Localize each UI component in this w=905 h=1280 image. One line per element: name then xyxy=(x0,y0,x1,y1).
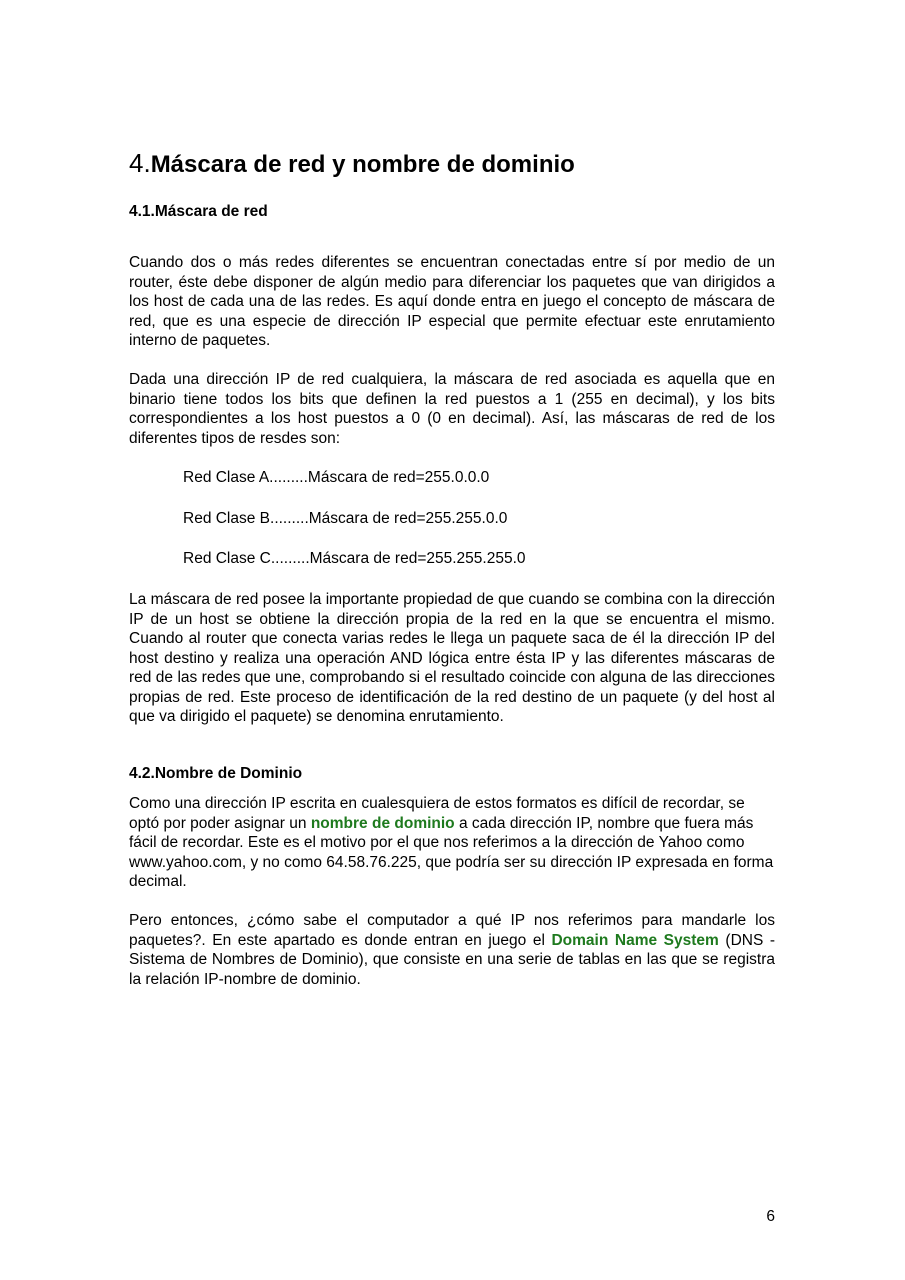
document-page xyxy=(129,0,775,1280)
paragraph-text: (DNS - Sistema de Nombres de Dominio), que consiste en una serie de tablas en las que se registra la relación IP-nombre de dominio. xyxy=(129,931,776,988)
section-heading-mascara: 4.1.Máscara de red xyxy=(129,203,268,220)
mask-line-class-c: Red Clase C.........Máscara de red=255.255.255.0 xyxy=(183,550,526,567)
section-heading-dominio: 4.2.Nombre de Dominio xyxy=(129,765,303,782)
chapter-number: 4. xyxy=(129,148,151,178)
page-number: 6 xyxy=(766,1208,775,1225)
paragraph-dominio-intro xyxy=(129,794,775,892)
chapter-title xyxy=(129,148,575,180)
paragraph-mascara-routing: La máscara de red posee la importante propiedad de que cuando se combina con la dirección IP de un host se obtiene la dirección propia de la red en la que se encuentra el mismo. Cuando al router que conecta varias redes le llega un paquete saca de él la dirección IP del host destino y realiza una operación AND lógica entre ésta IP y las diferentes máscaras de red de las redes que une, comprobando si el resultado coincide con alguna de las direcciones propias de red. Este proceso de identificación de la red destino de un paquete (y del host al que va dirigido el paquete) se denomina enrutamiento. xyxy=(129,591,775,725)
highlight-term-nombre-de-dominio: nombre de dominio xyxy=(310,814,455,832)
paragraph-text: Pero entonces, ¿cómo sabe el computador a qué IP nos referimos para mandarle los paquetes?. En este apartado es donde entran en juego el xyxy=(129,912,775,949)
paragraph-dominio-dns xyxy=(129,911,775,989)
paragraph-text: a cada dirección IP, nombre que fuera más fácil de recordar. Este es el motivo por el que nos referimos a la dirección de Yahoo como www.yahoo.com, y no como 64.58.76.225, que podría ser su dirección IP expresada en forma decimal. xyxy=(129,814,774,890)
mask-line-class-a: Red Clase A.........Máscara de red=255.0.0.0 xyxy=(183,469,490,486)
chapter-title-text: Máscara de red y nombre de dominio xyxy=(150,151,575,178)
highlight-term-domain-name-system: Domain Name System xyxy=(551,931,719,949)
mask-line-class-b: Red Clase B.........Máscara de red=255.255.0.0 xyxy=(183,510,508,527)
paragraph-text: Como una dirección IP escrita en cualesquiera de estos formatos es difícil de recordar, se optó por poder asignar un xyxy=(129,795,745,832)
paragraph-mascara-intro: Cuando dos o más redes diferentes se encuentran conectadas entre sí por medio de un router, éste debe disponer de algún medio para diferenciar los paquetes que van dirigidos a los host de cada una de las redes. Es aquí donde entra en juego el concepto de máscara de red, que es una especie de dirección IP especial que permite efectuar este enrutamiento interno de paquetes. xyxy=(129,254,775,349)
paragraph-mascara-definition: Dada una dirección IP de red cualquiera, la máscara de red asociada es aquella que en binario tiene todos los bits que definen la red puestos a 1 (255 en decimal), y los bits correspondientes a los host puestos a 0 (0 en decimal). Así, las máscaras de red de los diferentes tipos de resdes son: xyxy=(129,371,775,447)
